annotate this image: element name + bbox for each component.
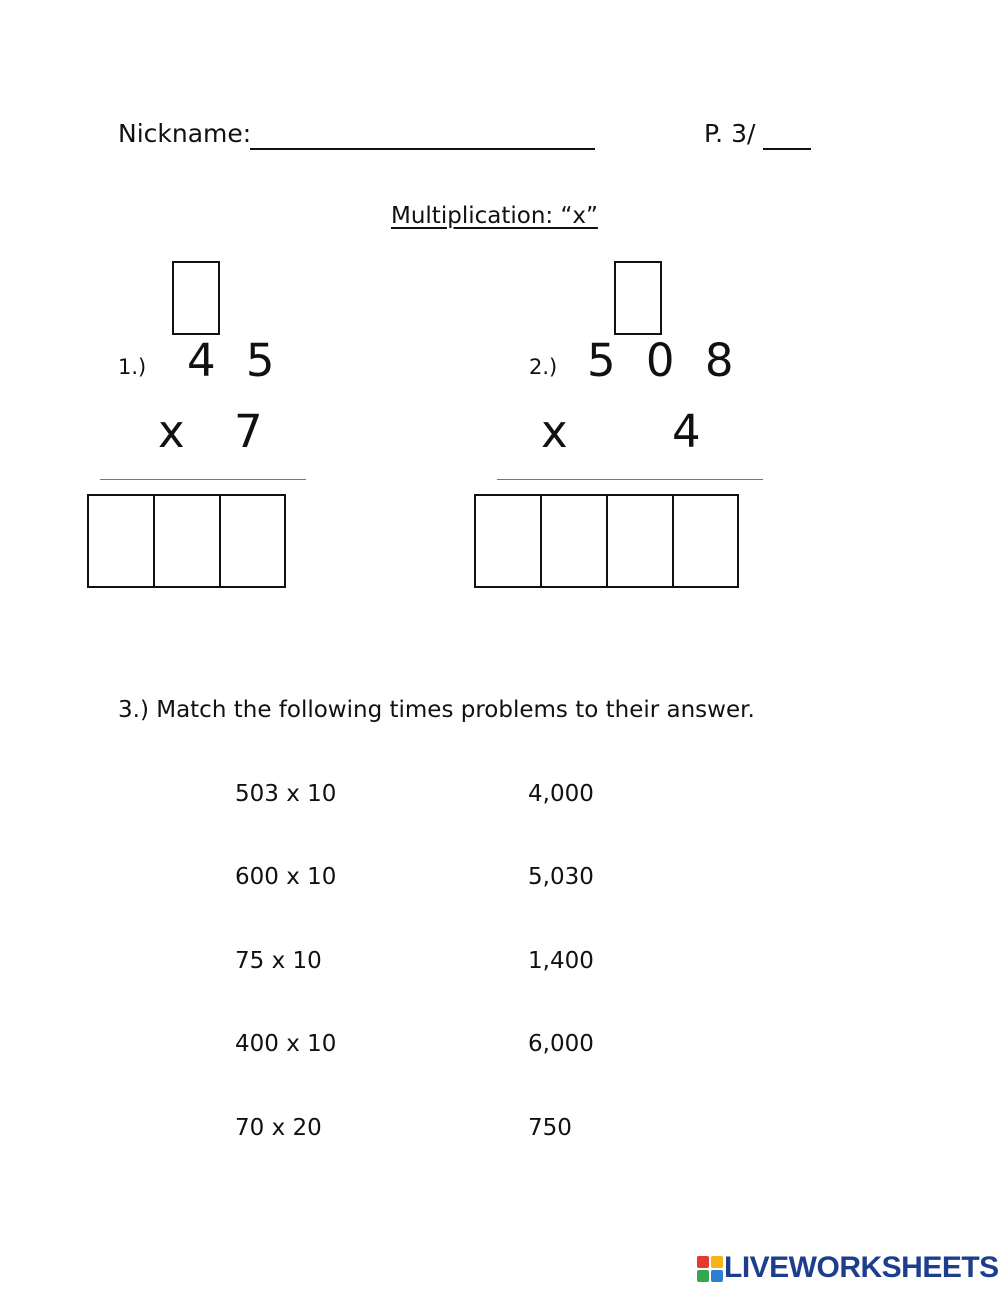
problem-1-rule bbox=[100, 479, 306, 480]
match-problem[interactable]: 400 x 10 bbox=[235, 1031, 337, 1057]
problem-1-operator: x bbox=[158, 405, 193, 458]
problem-1-top: 4 5 bbox=[187, 334, 283, 387]
carry-box-1[interactable] bbox=[172, 261, 220, 335]
match-problem[interactable]: 600 x 10 bbox=[235, 864, 337, 890]
match-answer[interactable]: 1,400 bbox=[528, 948, 594, 974]
worksheet-title: Multiplication: “x” bbox=[391, 203, 598, 229]
match-problem[interactable]: 503 x 10 bbox=[235, 781, 337, 807]
match-answer[interactable]: 4,000 bbox=[528, 781, 594, 807]
page-blank[interactable] bbox=[763, 148, 811, 150]
match-answer[interactable]: 6,000 bbox=[528, 1031, 594, 1057]
match-answer[interactable]: 750 bbox=[528, 1115, 572, 1141]
page-label: P. 3/ bbox=[704, 119, 756, 148]
match-problem[interactable]: 70 x 20 bbox=[235, 1115, 322, 1141]
answer-box-2c[interactable] bbox=[606, 494, 674, 588]
match-answer[interactable]: 5,030 bbox=[528, 864, 594, 890]
nickname-blank[interactable] bbox=[250, 148, 595, 150]
match-problem[interactable]: 75 x 10 bbox=[235, 948, 322, 974]
problem-2-rule bbox=[497, 479, 763, 480]
matching-instruction: 3.) Match the following times problems to their answer. bbox=[118, 697, 755, 723]
answer-box-1a[interactable] bbox=[87, 494, 155, 588]
problem-2-bottom: 4 bbox=[672, 405, 709, 458]
answer-box-1c[interactable] bbox=[219, 494, 286, 588]
carry-box-2[interactable] bbox=[614, 261, 662, 335]
nickname-label: Nickname: bbox=[118, 119, 252, 148]
problem-2-operator: x bbox=[541, 405, 576, 458]
problem-2-number: 2.) bbox=[529, 355, 558, 379]
problem-1-bottom: 7 bbox=[234, 405, 271, 458]
answer-box-2a[interactable] bbox=[474, 494, 542, 588]
liveworksheets-watermark: LIVEWORKSHEETS bbox=[724, 1251, 999, 1284]
problem-2-top: 5 0 8 bbox=[587, 334, 742, 387]
answer-box-2d[interactable] bbox=[672, 494, 739, 588]
liveworksheets-logo-icon bbox=[697, 1256, 723, 1282]
answer-box-1b[interactable] bbox=[153, 494, 221, 588]
problem-1-number: 1.) bbox=[118, 355, 147, 379]
answer-box-2b[interactable] bbox=[540, 494, 608, 588]
